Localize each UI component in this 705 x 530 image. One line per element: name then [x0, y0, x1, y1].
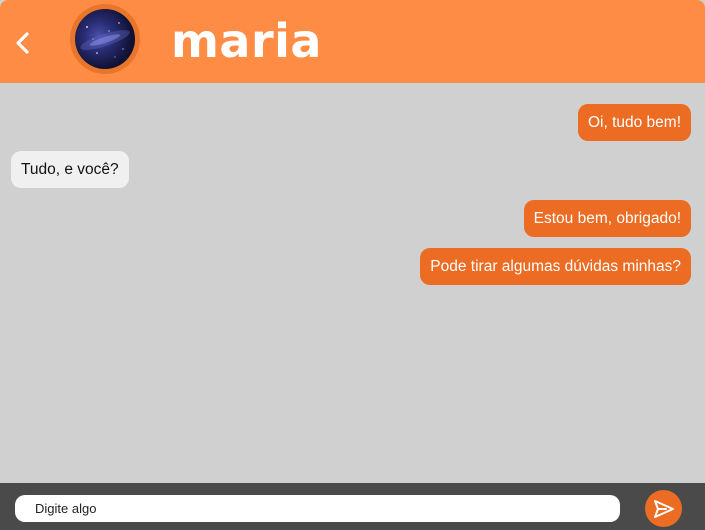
message-sent: Oi, tudo bem! [578, 104, 691, 141]
composer-bar [0, 483, 705, 530]
back-button[interactable] [8, 26, 38, 60]
message-input-wrapper [15, 495, 620, 522]
message-received: Tudo, e você? [11, 151, 129, 188]
send-button[interactable] [645, 490, 682, 527]
contact-name: maria [171, 14, 322, 68]
chevron-left-icon [14, 31, 32, 55]
message-sent: Estou bem, obrigado! [524, 200, 691, 237]
send-icon [653, 499, 675, 519]
galaxy-avatar-image [75, 9, 135, 69]
message-input[interactable] [15, 495, 620, 522]
message-list [0, 83, 705, 483]
avatar[interactable] [70, 4, 140, 74]
message-sent: Pode tirar algumas dúvidas minhas? [420, 248, 691, 285]
chat-header [0, 0, 705, 83]
